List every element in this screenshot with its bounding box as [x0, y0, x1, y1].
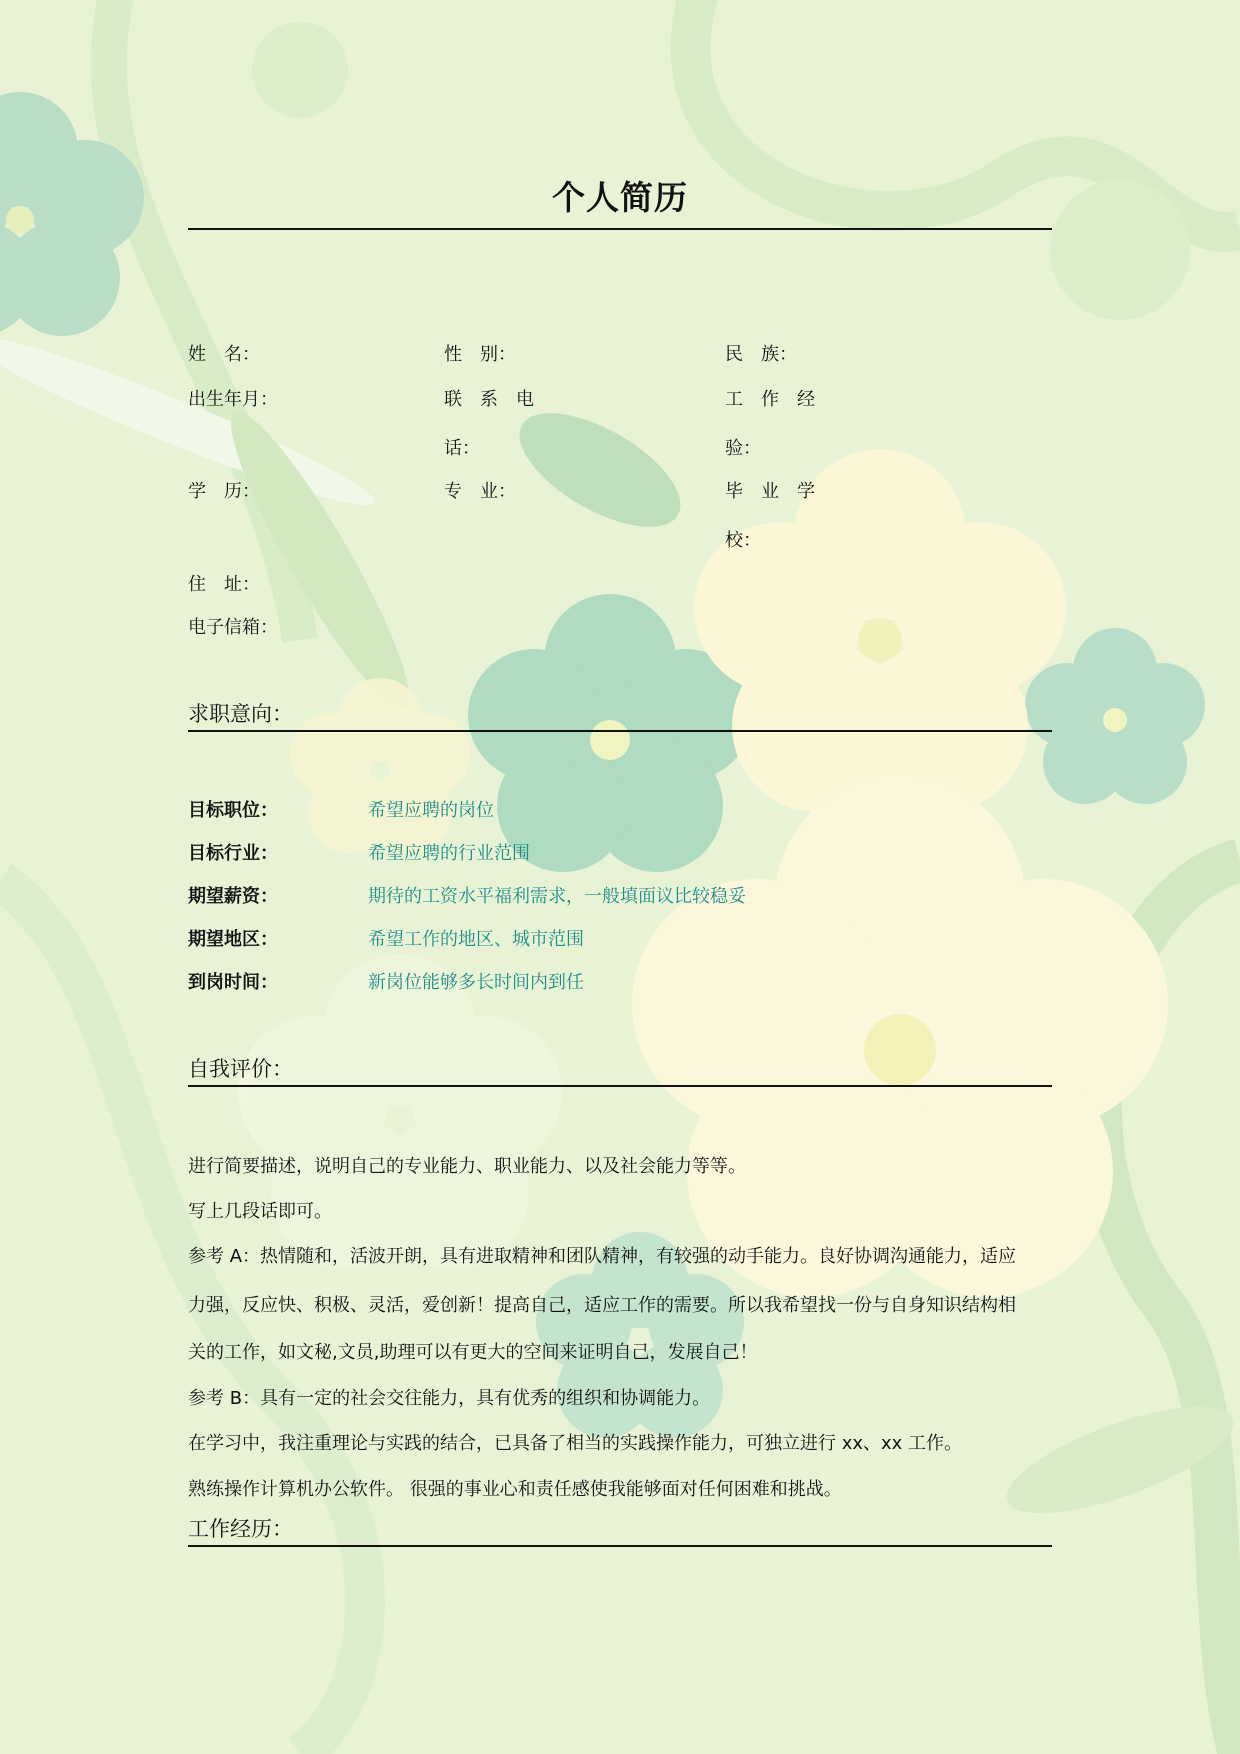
school-label-line2: 校：: [725, 530, 761, 551]
job-intent-label: 到岗时间：: [188, 972, 278, 993]
job-intent-label: 目标职位：: [188, 800, 278, 821]
job-intent-value: 希望应聘的行业范围: [368, 843, 530, 864]
self-evaluation-divider: [188, 1085, 1052, 1087]
title-divider: [188, 228, 1052, 230]
job-intent-label: 期望地区：: [188, 929, 278, 950]
work-history-heading: 工作经历：: [188, 1517, 293, 1541]
self-evaluation-line: 参考 B：具有一定的社会交往能力，具有优秀的组织和协调能力。: [188, 1388, 711, 1409]
self-evaluation-line: 关的工作，如文秘,文员,助理可以有更大的空间来证明自己，发展自己！: [188, 1342, 758, 1363]
job-intent-label: 目标行业：: [188, 843, 278, 864]
job-intent-value: 期待的工资水平福利需求，一般填面议比较稳妥: [368, 886, 746, 907]
email-label: 电子信箱：: [188, 617, 278, 638]
ethnicity-label: 民 族：: [725, 344, 797, 365]
job-intent-heading: 求职意向：: [188, 702, 293, 726]
self-evaluation-line: 熟练操作计算机办公软件。 很强的事业心和责任感使我能够面对任何困难和挑战。: [188, 1479, 842, 1500]
self-evaluation-line: 进行简要描述，说明自己的专业能力、职业能力、以及社会能力等等。: [188, 1156, 746, 1177]
major-label: 专 业：: [444, 481, 516, 502]
phone-label-line1: 联 系 电: [444, 389, 534, 410]
self-evaluation-line: 参考 A：热情随和，活波开朗，具有进取精神和团队精神，有较强的动手能力。良好协调沟通能力，适应: [188, 1246, 1017, 1267]
self-evaluation-line: 在学习中，我注重理论与实践的结合，已具备了相当的实践操作能力，可独立进行 xx、xx 工作。: [188, 1433, 963, 1454]
phone-label-line2: 话：: [444, 438, 480, 459]
job-intent-value: 新岗位能够多长时间内到任: [368, 972, 584, 993]
work-history-divider: [188, 1545, 1052, 1547]
education-label: 学 历：: [188, 481, 260, 502]
work-experience-label-line2: 验：: [725, 438, 761, 459]
address-label: 住 址：: [188, 574, 260, 595]
work-experience-label-line1: 工 作 经: [725, 389, 815, 410]
job-intent-value: 希望应聘的岗位: [368, 800, 494, 821]
self-evaluation-heading: 自我评价：: [188, 1057, 293, 1081]
school-label-line1: 毕 业 学: [725, 481, 815, 502]
page-title: 个人简历: [552, 178, 688, 217]
self-evaluation-line: 力强，反应快、积极、灵活，爱创新！提高自己，适应工作的需要。所以我希望找一份与自身知识结构相: [188, 1295, 1016, 1316]
self-evaluation-line: 写上几段话即可。: [188, 1201, 332, 1222]
name-label: 姓 名：: [188, 344, 260, 365]
job-intent-label: 期望薪资：: [188, 886, 278, 907]
gender-label: 性 别：: [444, 344, 516, 365]
job-intent-divider: [188, 730, 1052, 732]
birth-date-label: 出生年月：: [188, 389, 278, 410]
job-intent-value: 希望工作的地区、城市范围: [368, 929, 584, 950]
